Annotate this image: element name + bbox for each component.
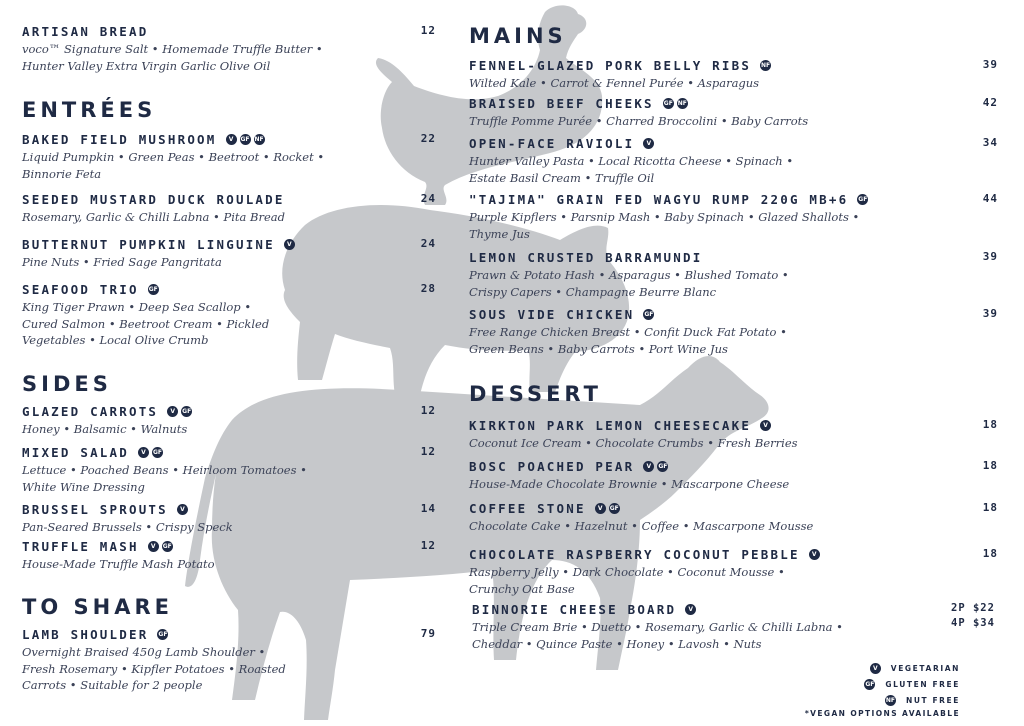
item-price: 18 [982, 418, 998, 431]
menu-item-poached-pear [469, 459, 789, 493]
item-price: 24 [420, 237, 436, 250]
item-description: Purple Kipflers • Parsnip Mash • Baby Spinach • Glazed Shallots • Thyme Jus [469, 210, 860, 241]
item-price: 12 [420, 24, 436, 37]
item-price: 39 [982, 58, 998, 71]
item-name: ARTISAN BREAD [22, 24, 149, 39]
gluten-free-badge-icon: GF [158, 631, 168, 638]
vegetarian-badge-icon: V [809, 549, 820, 560]
item-name: TRUFFLE MASH [22, 539, 139, 554]
item-price: 39 [982, 307, 998, 320]
gluten-free-badge-icon: GF [162, 543, 172, 550]
item-description: Truffle Pomme Purée • Charred Broccolini • Baby Carrots [469, 114, 809, 128]
item-description: Pan-Seared Brussels • Crispy Speck [22, 520, 233, 534]
gluten-free-badge-icon: GF [240, 136, 250, 143]
dietary-legend [800, 660, 960, 718]
section-heading-mains: MAINS [469, 24, 567, 48]
menu-item-pork-belly [469, 58, 771, 92]
vegetarian-badge-icon: V [167, 406, 178, 417]
menu-item-ravioli [469, 136, 809, 186]
menu-item-pumpkin-linguine [22, 237, 352, 271]
legend-gluten-free [800, 676, 960, 692]
gluten-free-badge-icon: GF [182, 408, 192, 415]
item-price: 18 [982, 501, 998, 514]
legend-nut-free [800, 692, 960, 708]
item-description: Free Range Chicken Breast • Confit Duck Fat Potato • Green Beans • Baby Carrots • Port Wine Jus [469, 325, 787, 356]
gluten-free-badge-icon: GF [644, 311, 654, 318]
menu-item-lemon-cheesecake [469, 418, 798, 452]
item-name: SOUS VIDE CHICKEN [469, 307, 635, 322]
menu-item-coffee-stone [469, 501, 813, 535]
menu-item-brussel-sprouts [22, 502, 233, 536]
vegetarian-badge-icon: V [870, 663, 881, 674]
item-description: House-Made Chocolate Brownie • Mascarpone Cheese [469, 477, 790, 491]
item-description: Triple Cream Brie • Duetto • Rosemary, Garlic & Chilli Labna • Cheddar • Quince Paste • Honey • Lavosh • Nuts [472, 620, 843, 651]
item-name: FENNEL-GLAZED PORK BELLY RIBS [469, 58, 752, 73]
item-price: 79 [420, 627, 436, 640]
menu-item-seafood-trio [22, 282, 272, 349]
item-price: 12 [420, 445, 436, 458]
item-name: MIXED SALAD [22, 445, 129, 460]
item-name: COFFEE STONE [469, 501, 586, 516]
item-description: Liquid Pumpkin • Green Peas • Beetroot • Rocket • Binnorie Feta [22, 150, 325, 181]
vegetarian-badge-icon: V [138, 447, 149, 458]
item-price: 12 [420, 539, 436, 552]
item-description: King Tiger Prawn • Deep Sea Scallop • Cured Salmon • Beetroot Cream • Pickled Vegetables • Local Olive Crumb [22, 300, 270, 347]
vegetarian-badge-icon: V [226, 134, 237, 145]
item-price: 39 [982, 250, 998, 263]
item-description: House-Made Truffle Mash Potato [22, 557, 215, 571]
menu-item-duck-roulade [22, 192, 352, 226]
price-2-person: 2P $22 [951, 602, 995, 614]
menu-item-truffle-mash [22, 539, 215, 573]
menu-item-chocolate-pebble [469, 547, 820, 597]
menu-item-lamb-shoulder [22, 627, 287, 694]
item-price: 34 [982, 136, 998, 149]
item-name: OPEN-FACE RAVIOLI [469, 136, 635, 151]
item-price: 24 [420, 192, 436, 205]
legend-label: GLUTEN FREE [885, 679, 960, 689]
item-name: BOSC POACHED PEAR [469, 459, 635, 474]
menu-item-mixed-salad [22, 445, 322, 495]
gluten-free-badge-icon: GF [148, 286, 158, 293]
section-heading-entrees: ENTRÉES [22, 98, 157, 122]
item-description: Wilted Kale • Carrot & Fennel Purée • Asparagus [469, 76, 760, 90]
item-description: Honey • Balsamic • Walnuts [22, 422, 188, 436]
item-description: voco™ Signature Salt • Homemade Truffle Butter • Hunter Valley Extra Virgin Garlic Olive Oil [22, 42, 323, 73]
item-name: "TAJIMA" GRAIN FED WAGYU RUMP 220G MB+6 [469, 192, 849, 207]
nut-free-badge-icon: NF [885, 696, 896, 704]
gluten-free-badge-icon: GF [663, 100, 673, 107]
item-description: Lettuce • Poached Beans • Heirloom Tomatoes • White Wine Dressing [22, 463, 307, 494]
vegetarian-badge-icon: V [685, 604, 696, 615]
menu-item-barramundi [469, 250, 809, 300]
vegetarian-badge-icon: V [148, 541, 159, 552]
item-name: CHOCOLATE RASPBERRY COCONUT PEBBLE [469, 547, 800, 562]
item-name: LEMON CRUSTED BARRAMUNDI [469, 250, 703, 265]
item-description: Coconut Ice Cream • Chocolate Crumbs • Fresh Berries [469, 436, 798, 450]
item-description: Overnight Braised 450g Lamb Shoulder • Fresh Rosemary • Kipfler Potatoes • Roasted Carrots • Suitable for 2 people [22, 645, 286, 692]
legend-label: NUT FREE [905, 695, 960, 705]
item-price: 18 [982, 459, 998, 472]
item-name: BRUSSEL SPROUTS [22, 502, 168, 517]
legend-vegetarian [800, 660, 960, 676]
item-name: KIRKTON PARK LEMON CHEESECAKE [469, 418, 752, 433]
item-price: 44 [982, 192, 998, 205]
nut-free-badge-icon: NF [760, 62, 771, 69]
vegetarian-badge-icon: V [595, 503, 606, 514]
item-name: BINNORIE CHEESE BOARD [472, 602, 677, 617]
vegan-options-note: *VEGAN OPTIONS AVAILABLE [804, 709, 960, 718]
gluten-free-badge-icon: GF [152, 449, 162, 456]
item-price: 18 [982, 547, 998, 560]
item-name: SEEDED MUSTARD DUCK ROULADE [22, 192, 285, 207]
item-description: Chocolate Cake • Hazelnut • Coffee • Mascarpone Mousse [469, 519, 814, 533]
section-heading-to-share: TO SHARE [22, 595, 173, 619]
menu-item-artisan-bread [22, 24, 432, 74]
menu-item-beef-cheeks [469, 96, 808, 130]
vegetarian-badge-icon: V [760, 420, 771, 431]
section-heading-sides: SIDES [22, 372, 112, 396]
vegetarian-badge-icon: V [284, 239, 295, 250]
menu-item-wagyu-rump [469, 192, 889, 242]
item-name: BAKED FIELD MUSHROOM [22, 132, 217, 147]
legend-label: VEGETARIAN [890, 663, 960, 673]
item-price: 22 [420, 132, 436, 145]
gluten-free-badge-icon: GF [609, 505, 619, 512]
vegetarian-badge-icon: V [643, 138, 654, 149]
item-price: 12 [420, 404, 436, 417]
item-name: SEAFOOD TRIO [22, 282, 139, 297]
item-name: BUTTERNUT PUMPKIN LINGUINE [22, 237, 275, 252]
item-name: LAMB SHOULDER [22, 627, 149, 642]
menu-item-cheese-board [472, 602, 872, 652]
item-description: Pine Nuts • Fried Sage Pangritata [22, 255, 222, 269]
menu-item-glazed-carrots [22, 404, 192, 438]
gluten-free-badge-icon: GF [858, 196, 868, 203]
menu-item-baked-field-mushroom [22, 132, 342, 182]
item-name: GLAZED CARROTS [22, 404, 159, 419]
gluten-free-badge-icon: GF [658, 463, 668, 470]
menu-item-sous-vide-chicken [469, 307, 809, 357]
item-price: 14 [420, 502, 436, 515]
item-price: 28 [420, 282, 436, 295]
section-heading-dessert: DESSERT [469, 382, 602, 406]
gluten-free-badge-icon: GF [865, 680, 875, 688]
item-name: BRAISED BEEF CHEEKS [469, 96, 654, 111]
price-4-person: 4P $34 [951, 617, 995, 629]
item-price: 42 [982, 96, 998, 109]
item-description: Rosemary, Garlic & Chilli Labna • Pita Bread [22, 210, 286, 224]
item-description: Hunter Valley Pasta • Local Ricotta Cheese • Spinach • Estate Basil Cream • Truffle Oil [469, 154, 794, 185]
vegetarian-badge-icon: V [643, 461, 654, 472]
nut-free-badge-icon: NF [677, 100, 687, 107]
item-description: Raspberry Jelly • Dark Chocolate • Coconut Mousse • Crunchy Oat Base [469, 565, 785, 596]
vegetarian-badge-icon: V [177, 504, 188, 515]
nut-free-badge-icon: NF [254, 136, 264, 143]
item-description: Prawn & Potato Hash • Asparagus • Blushed Tomato • Crispy Capers • Champagne Beurre Blanc [469, 268, 789, 299]
